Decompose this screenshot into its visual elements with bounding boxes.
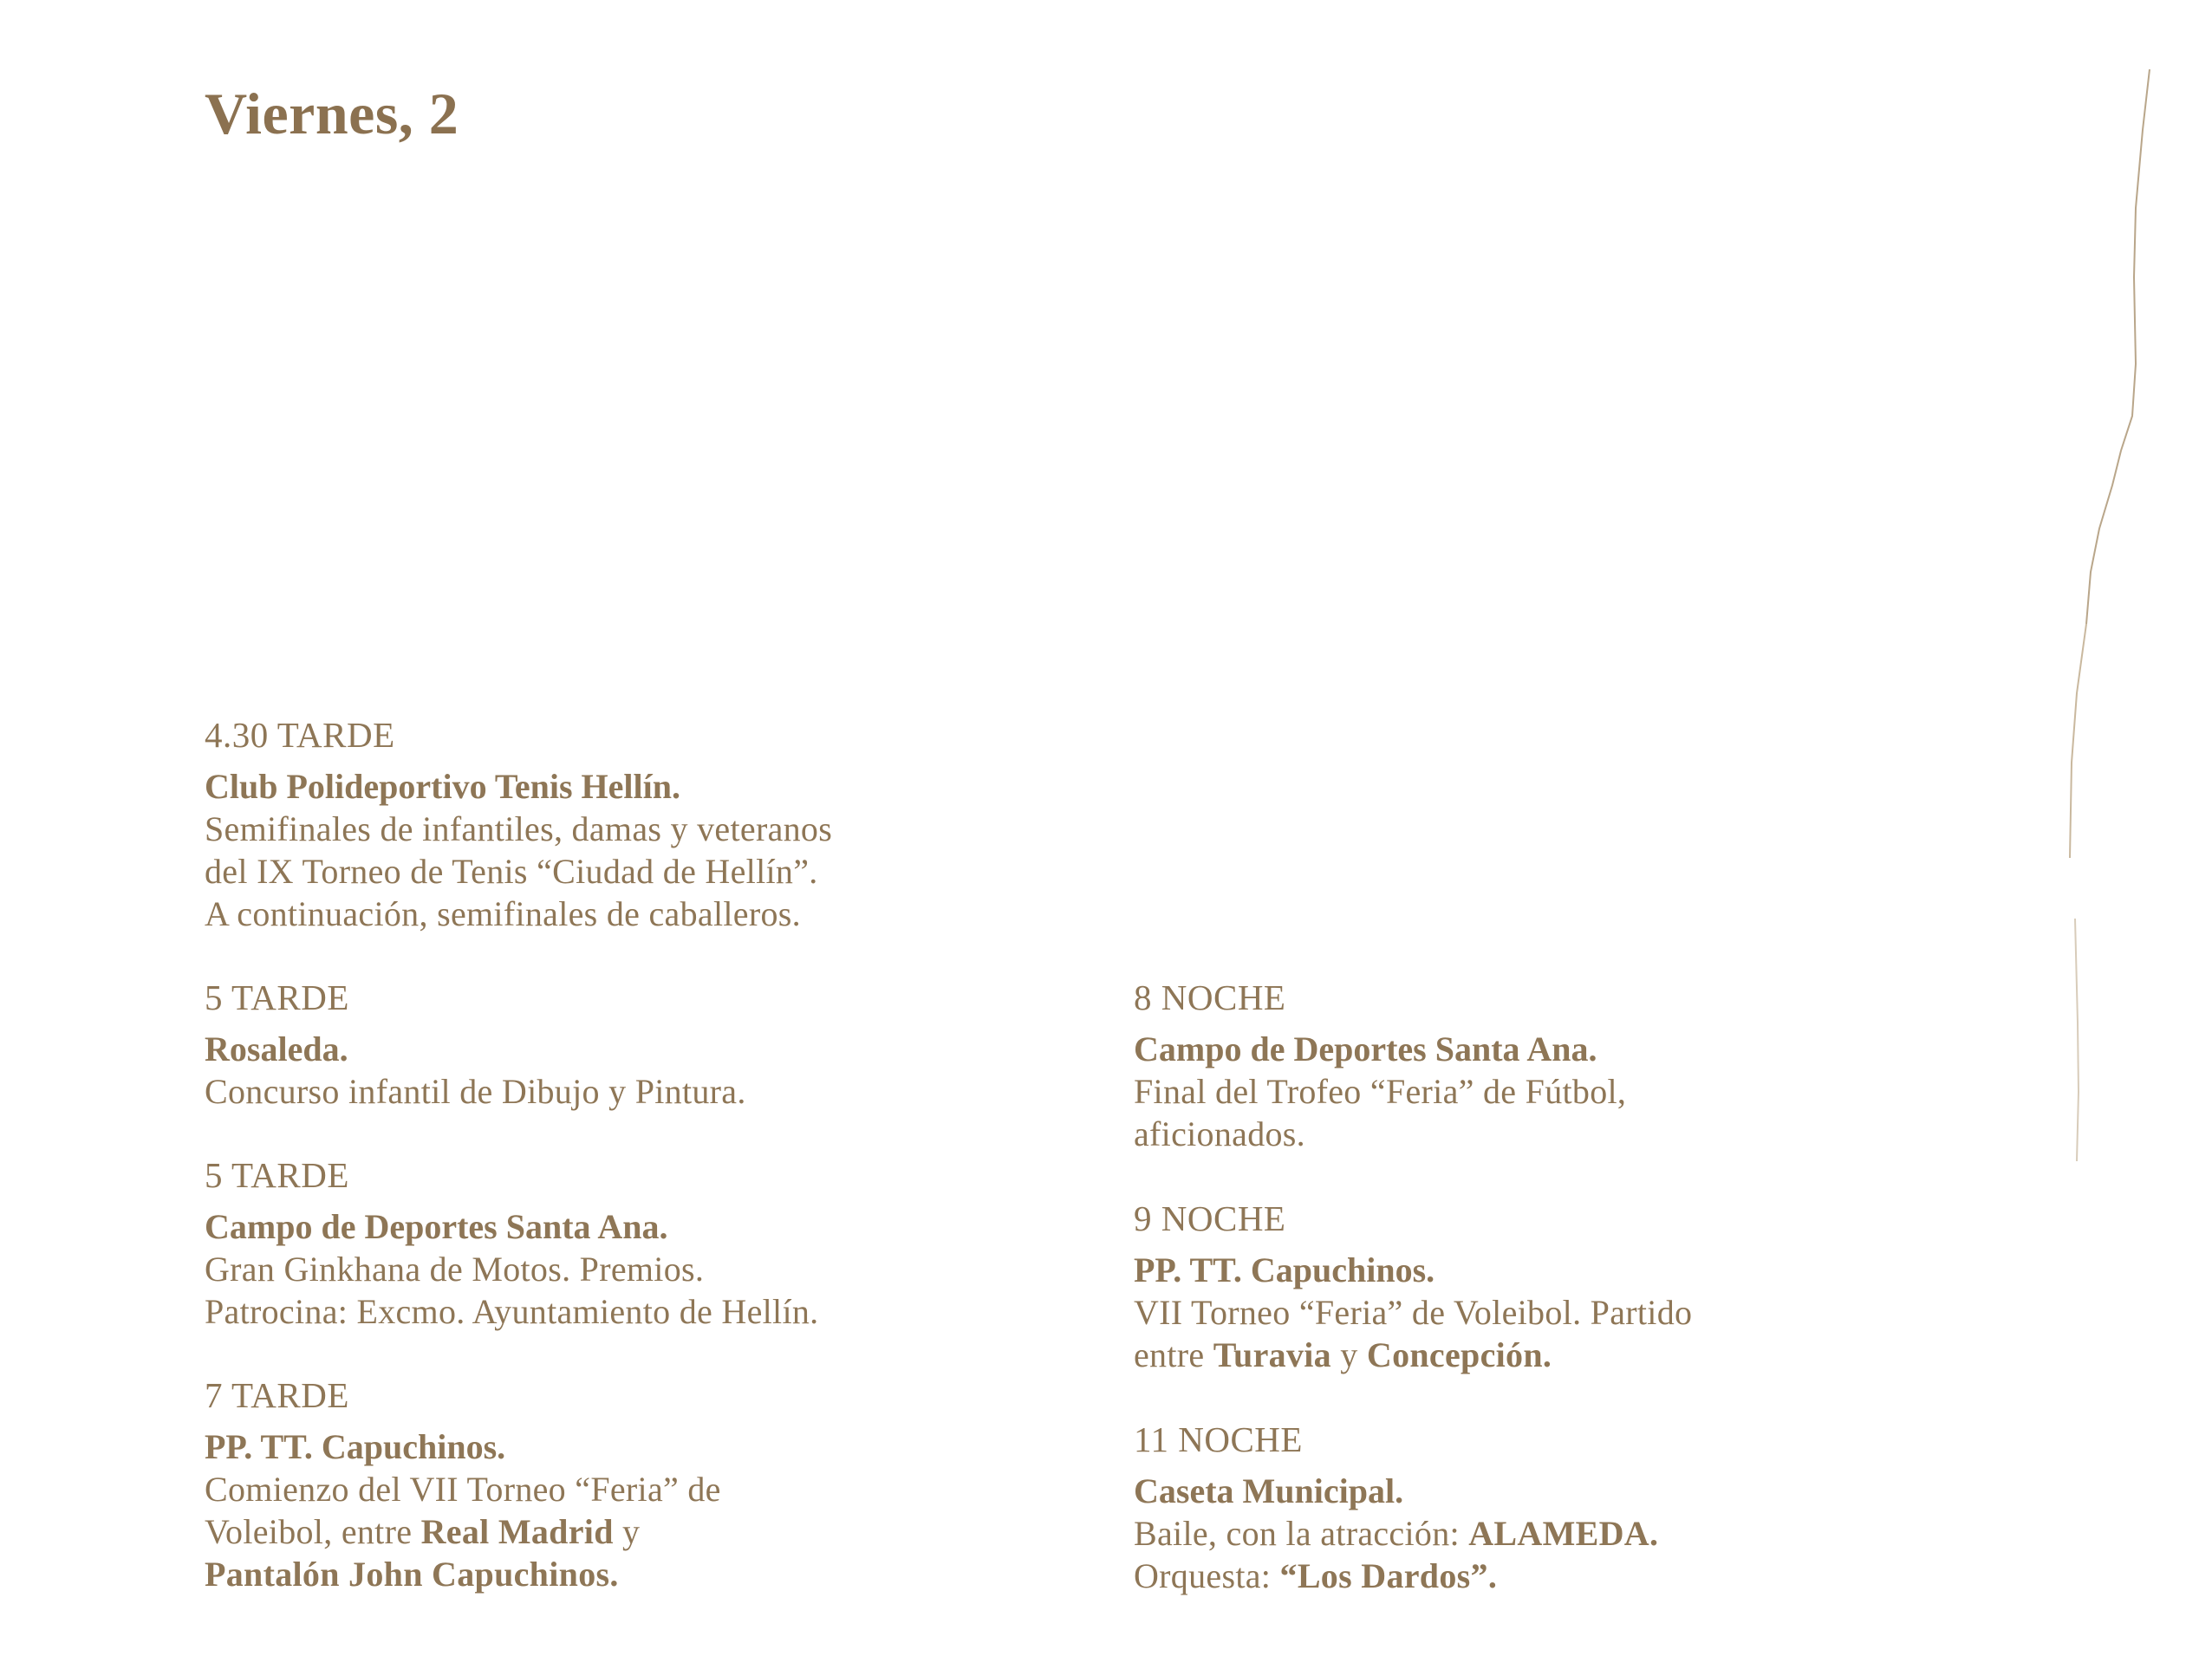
event-description-line — [1134, 1291, 2001, 1334]
event-time: 11 NOCHE — [1134, 1419, 1303, 1459]
description-text: entre — [1134, 1335, 1213, 1374]
schedule-event — [1134, 1418, 2001, 1597]
event-description-line — [205, 1510, 1071, 1553]
description-text: aficionados. — [1134, 1114, 1305, 1153]
event-time: 9 NOCHE — [1134, 1198, 1286, 1238]
day-heading: Viernes, 2 — [205, 81, 459, 146]
event-description-line — [1134, 1113, 2001, 1155]
description-text: A continuación, semifinales de caballeros. — [205, 894, 801, 933]
event-venue: Campo de Deportes Santa Ana. — [1134, 1029, 1597, 1068]
event-venue: Rosaleda. — [205, 1029, 348, 1068]
event-description-line — [1134, 1555, 2001, 1597]
left-column — [205, 713, 1071, 1636]
event-description-line — [205, 1290, 1071, 1333]
highlighted-name: Pantalón John Capuchinos. — [205, 1555, 619, 1594]
event-venue: Campo de Deportes Santa Ana. — [205, 1207, 668, 1246]
event-venue: PP. TT. Capuchinos. — [205, 1427, 506, 1466]
schedule-event — [205, 1153, 1071, 1333]
description-text: Final del Trofeo “Feria” de Fútbol, — [1134, 1072, 1627, 1111]
event-description-line — [1134, 1070, 2001, 1113]
highlighted-name: ALAMEDA. — [1468, 1514, 1659, 1553]
description-text: y — [1330, 1335, 1367, 1374]
highlighted-name: Real Madrid — [420, 1512, 614, 1551]
description-text: Patrocina: Excmo. Ayuntamiento de Hellín. — [205, 1292, 819, 1331]
description-text: Comienzo del VII Torneo “Feria” de — [205, 1470, 721, 1509]
event-description-line — [205, 808, 1071, 850]
description-text: VII Torneo “Feria” de Voleibol. Partido — [1134, 1293, 1693, 1332]
description-text: Voleibol, entre — [205, 1512, 421, 1551]
description-text: Orquesta: — [1134, 1556, 1280, 1595]
event-description-line — [205, 1468, 1071, 1510]
description-text: Gran Ginkhana de Motos. Premios. — [205, 1250, 705, 1289]
description-text: del IX Torneo de Tenis “Ciudad de Hellín”. — [205, 852, 818, 891]
event-venue: PP. TT. Capuchinos. — [1134, 1250, 1435, 1289]
description-text: Concurso infantil de Dibujo y Pintura. — [205, 1072, 746, 1111]
event-description-line — [205, 1070, 1071, 1113]
highlighted-name: Concepción. — [1366, 1335, 1552, 1374]
description-text: Semifinales de infantiles, damas y veteranos — [205, 809, 833, 848]
event-time: 7 TARDE — [205, 1375, 349, 1415]
highlighted-name: Turavia — [1213, 1335, 1331, 1374]
event-description-line — [205, 850, 1071, 893]
event-description-line — [1134, 1334, 2001, 1376]
event-time: 5 TARDE — [205, 1155, 349, 1195]
event-venue: Caseta Municipal. — [1134, 1471, 1404, 1510]
paper-fold-line — [2039, 0, 2212, 1669]
right-column — [1134, 976, 2001, 1639]
description-text: y — [613, 1512, 641, 1551]
schedule-event — [1134, 976, 2001, 1155]
schedule-event — [205, 1374, 1071, 1595]
schedule-event — [1134, 1197, 2001, 1376]
event-description-line — [1134, 1512, 2001, 1555]
description-text: Baile, con la atracción: — [1134, 1514, 1469, 1553]
schedule-event — [205, 713, 1071, 935]
event-venue: Club Polideportivo Tenis Hellín. — [205, 767, 681, 806]
event-time: 8 NOCHE — [1134, 977, 1286, 1017]
event-description-line — [205, 893, 1071, 935]
event-description-line — [205, 1248, 1071, 1290]
highlighted-name: “Los Dardos”. — [1279, 1556, 1498, 1595]
event-time: 5 TARDE — [205, 977, 349, 1017]
event-description-line — [205, 1553, 1071, 1595]
event-time: 4.30 TARDE — [205, 715, 395, 755]
schedule-event — [205, 976, 1071, 1113]
